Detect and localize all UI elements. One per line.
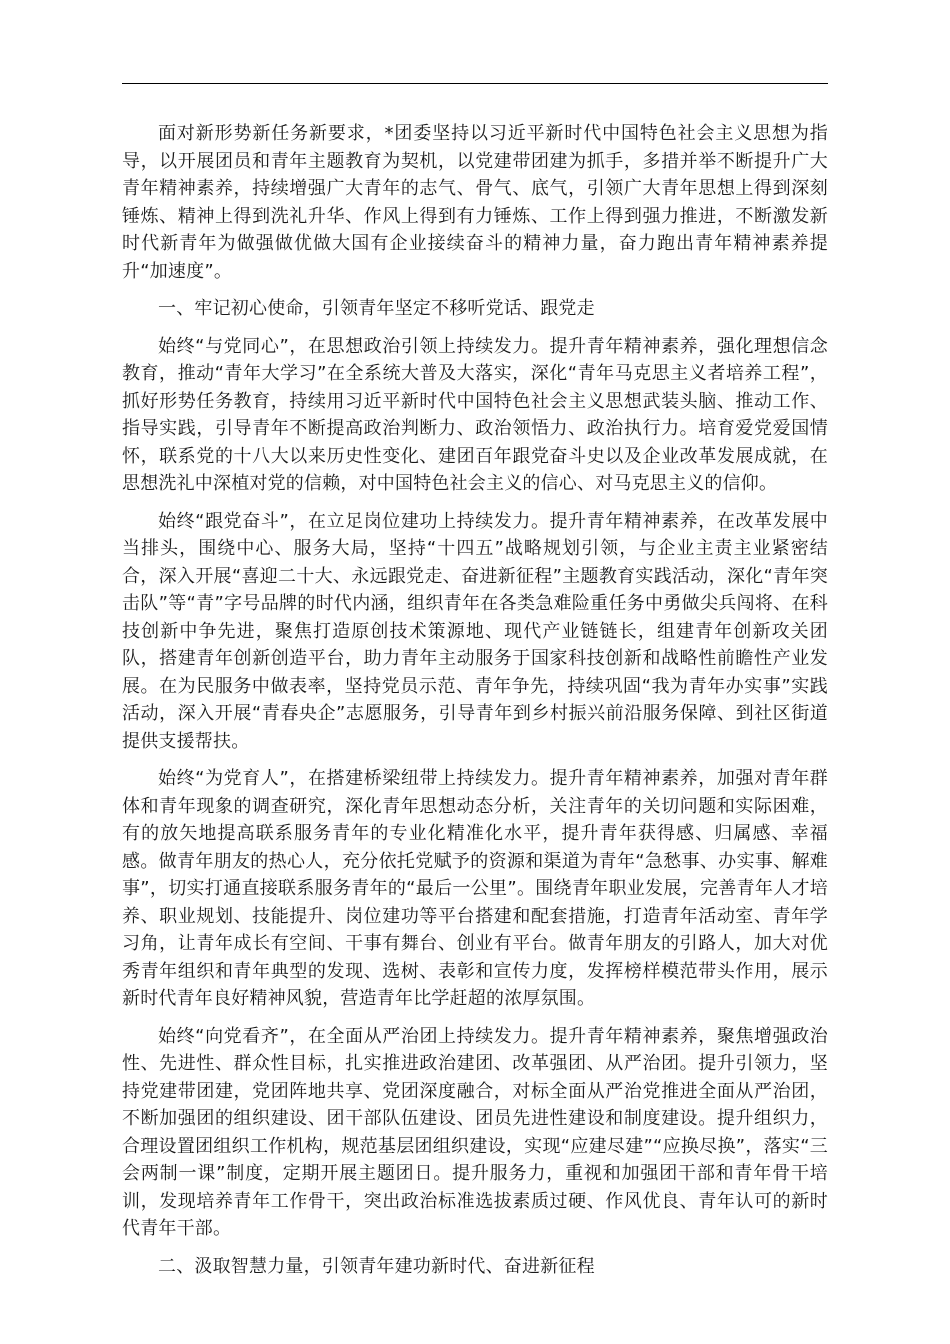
body-paragraph: 始终“为党育人”，在搭建桥梁纽带上持续发力。提升青年精神素养，加强对青年群体和青年现象的调查研究，深化青年思想动态分析，关注青年的关切问题和实际困难，有的放矢地提高联系服务青年的专业化精准化水平，提升青年获得感、归属感、幸福感。做青年朋友的热心人，充分依托党赋予的资源和渠道为青年“急愁事、办实事、解难事”，切实打通直接联系服务青年的“最后一公里”。围绕青年职业发展，完善青年人才培养、职业规划、技能提升、岗位建功等平台搭建和配套措施，打造青年活动室、青年学习角，让青年成长有空间、干事有舞台、创业有平台。做青年朋友的引路人，加大对优秀青年组织和青年典型的发现、选树、表彰和宣传力度，发挥榜样模范带头作用，展示新时代青年良好精神风貌，营造青年比学赶超的浓厚氛围。 [122, 768, 828, 1009]
section-heading-2: 二、汲取智慧力量，引领青年建功新时代、奋进新征程 [158, 1255, 595, 1277]
document-body [122, 120, 828, 1290]
body-paragraph: 始终“与党同心”，在思想政治引领上持续发力。提升青年精神素养，强化理想信念教育，推动“青年大学习”在全系统大普及大落实，深化“青年马克思主义者培养工程”，抓好形势任务教育，持续用习近平新时代中国特色社会主义思想武装头脑、推动工作、指导实践，引导青年不断提高政治判断力、政治领悟力、政治执行力。培育爱党爱国情怀，联系党的十八大以来历史性变化、建团百年跟党奋斗史以及企业改革发展成就，在思想洗礼中深植对党的信赖，对中国特色社会主义的信心、对马克思主义的信仰。 [122, 335, 828, 494]
section-heading-1: 一、牢记初心使命，引领青年坚定不移听党话、跟党走 [158, 298, 595, 319]
body-paragraph: 始终“跟党奋斗”，在立足岗位建功上持续发力。提升青年精神素养，在改革发展中当排头，围绕中心、服务大局，坚持“十四五”战略规划引领，与企业主责主业紧密结合，深入开展“喜迎二十大、永远跟党走、奋进新征程”主题教育实践活动，深化“青年突击队”等“青”字号品牌的时代内涵，组织青年在各类急难险重任务中勇做尖兵闯将、在科技创新中争先进，聚焦打造原创技术策源地、现代产业链链长，组建青年创新攻关团队，搭建青年创新创造平台，助力青年主动服务于国家科技创新和战略性前瞻性产业发展。在为民服务中做表率，坚持党员示范、青年争先，持续巩固“我为青年办实事”实践活动，深入开展“青春央企”志愿服务，引导青年到乡村振兴前沿服务保障、到社区街道提供支援帮扶。 [122, 510, 828, 752]
header-rule [122, 83, 828, 84]
intro-paragraph: 面对新形势新任务新要求，*团委坚持以习近平新时代中国特色社会主义思想为指导，以开展团员和青年主题教育为契机，以党建带团建为抓手，多措并举不断提升广大青年精神素养，持续增强广大青年的志气、骨气、底气，引领广大青年思想上得到深刻锤炼、精神上得到洗礼升华、作风上得到有力锤炼、工作上得到强力推进，不断激发新时代新青年为做强做优做大国有企业接续奋斗的精神力量，奋力跑出青年精神素养提升“加速度”。 [122, 123, 828, 282]
body-paragraph: 始终“向党看齐”，在全面从严治团上持续发力。提升青年精神素养，聚焦增强政治性、先进性、群众性目标，扎实推进政治建团、改革强团、从严治团。提升引领力，坚持党建带团建，党团阵地共享、党团深度融合，对标全面从严治党推进全面从严治团，不断加强团的组织建设、团干部队伍建设、团员先进性建设和制度建设。提升组织力，合理设置团组织工作机构，规范基层团组织建设，实现“应建尽建”“应换尽换”，落实“三会两制一课”制度，定期开展主题团日。提升服务力，重视和加强团干部和青年骨干培训，发现培养青年工作骨干，突出政治标准选拔素质过硬、作风优良、青年认可的新时代青年干部。 [122, 1025, 828, 1239]
